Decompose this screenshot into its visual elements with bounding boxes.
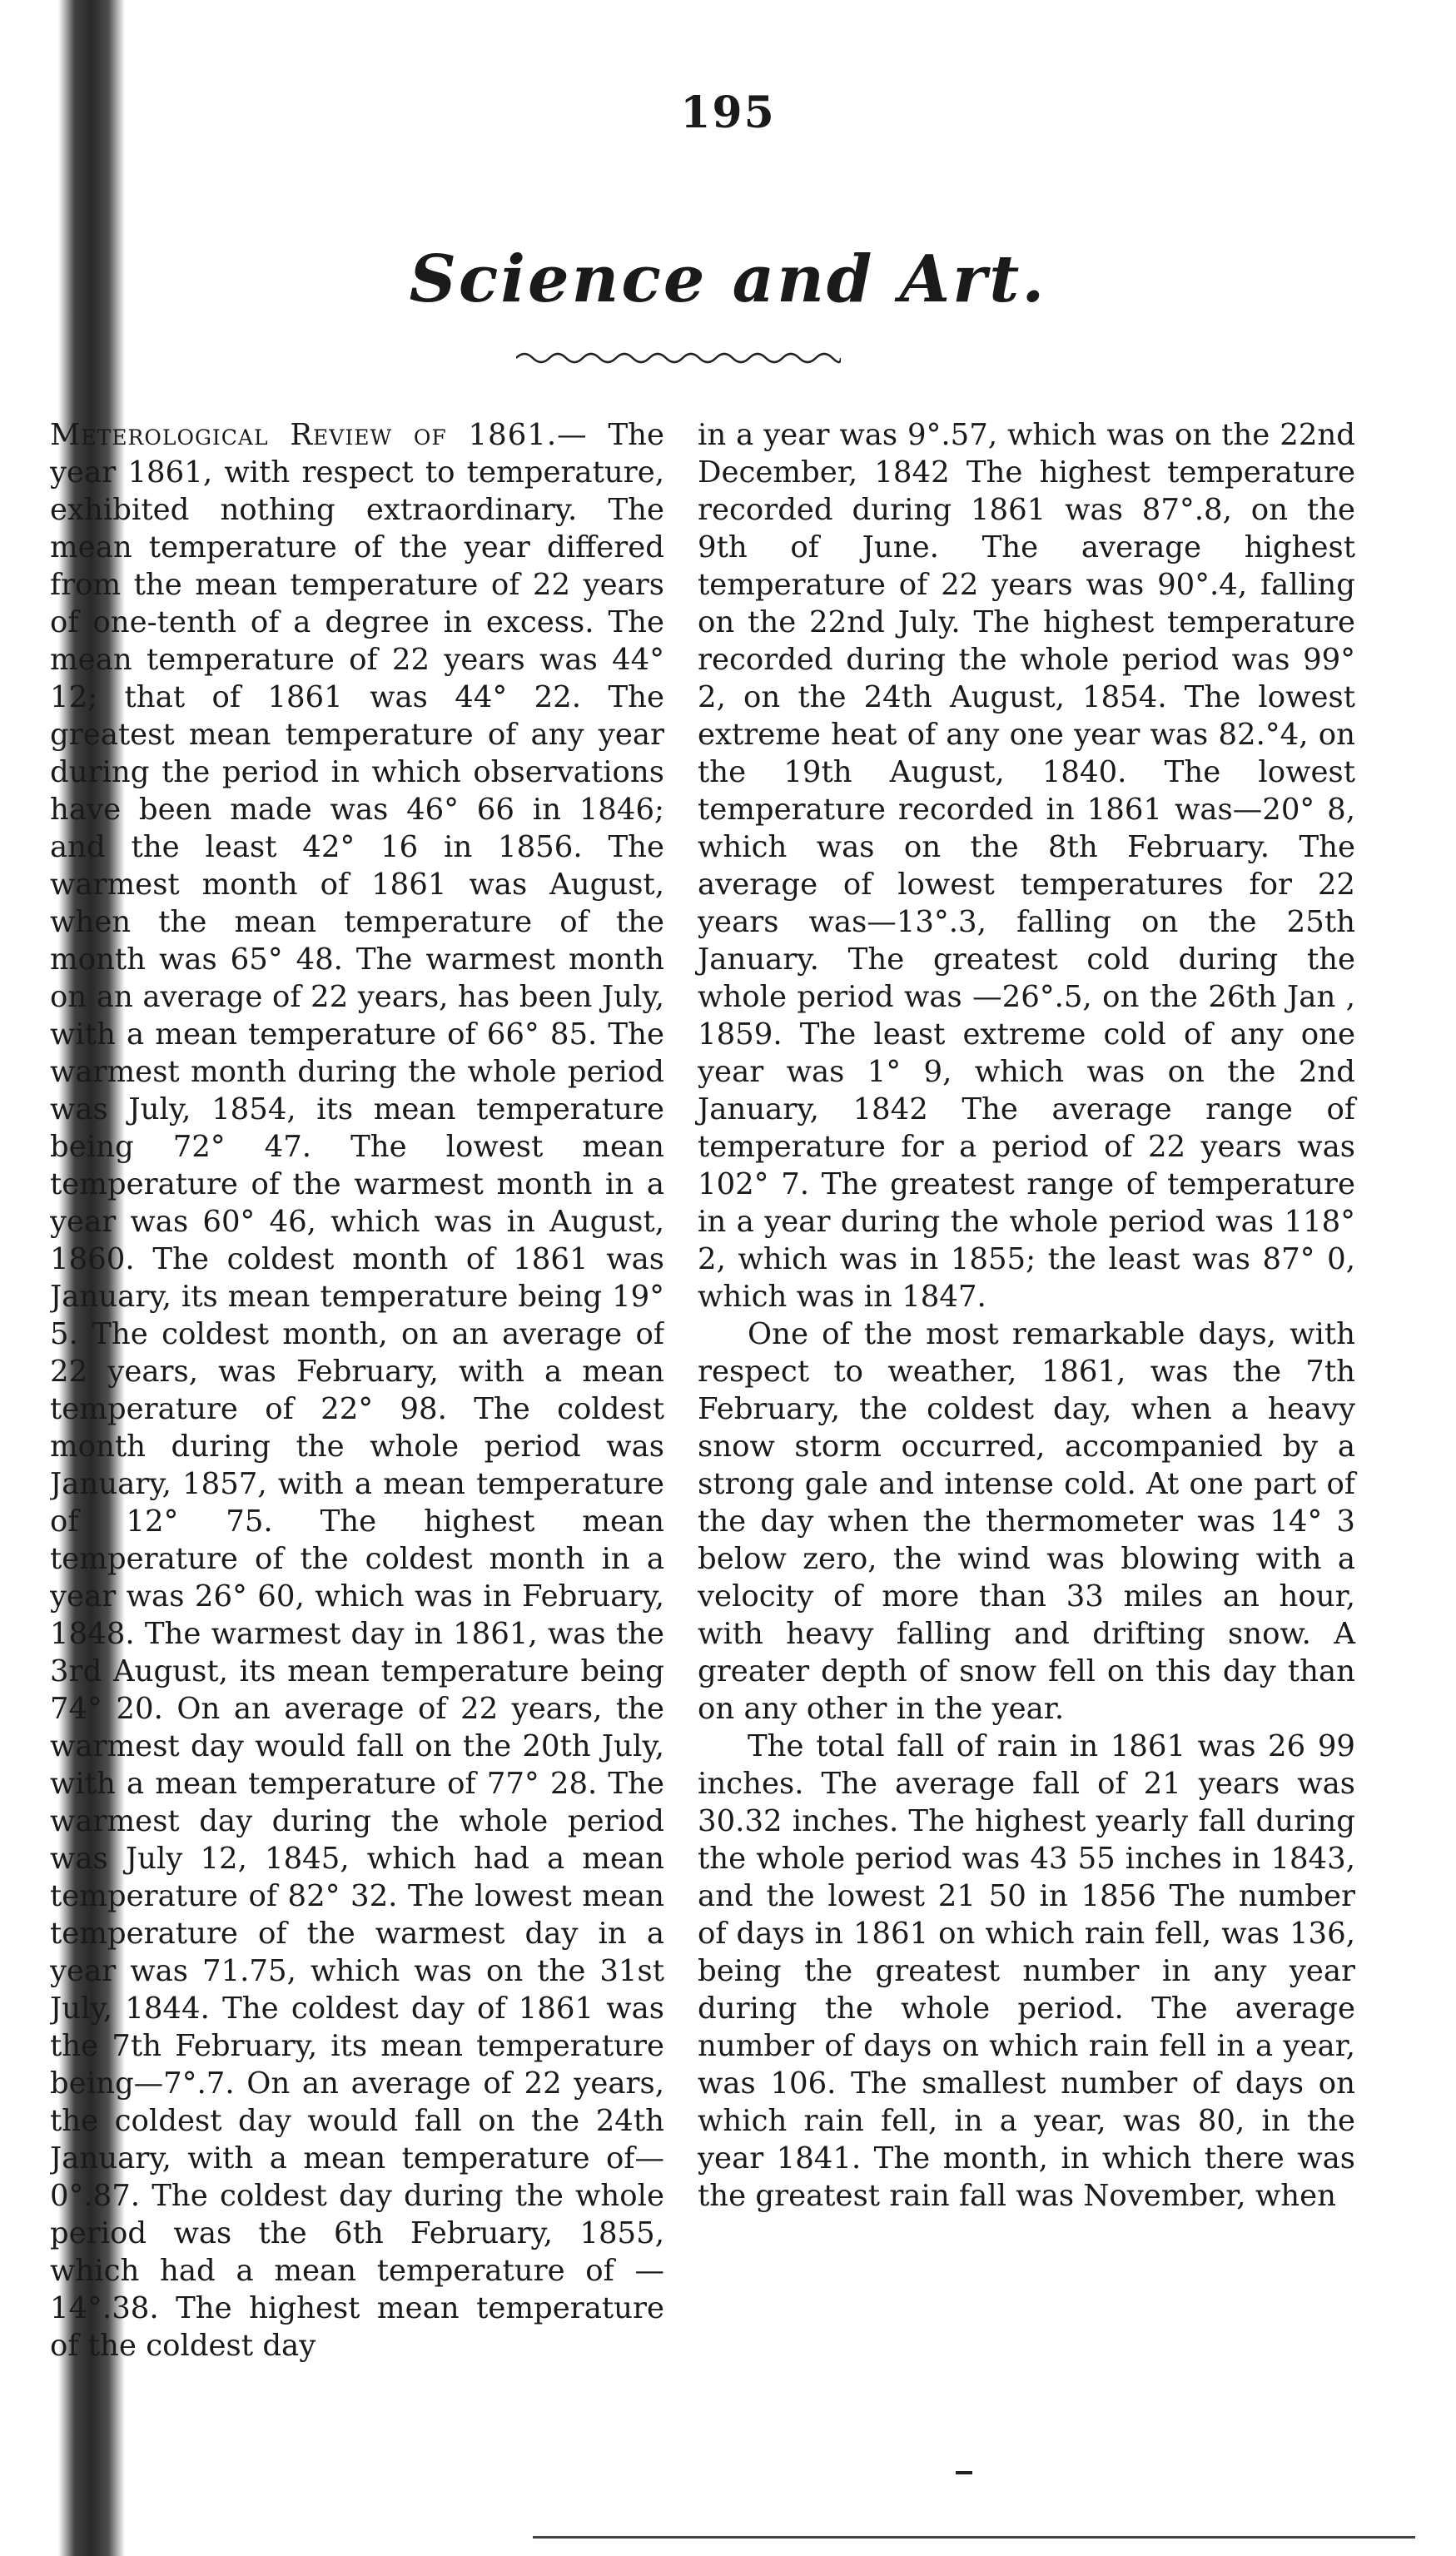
left-paragraph (50, 416, 664, 2365)
right-paragraph-1: in a year was 9°.57, which was on the 22nd December, 1842 The highest temperature recorded during 1861 was 87°.8, on the 9th of June. The average highest temperature of 22 years was 90°.4, falling on the 22nd July. The highest temperature recorded during the whole period was 99° 2, on the 24th August, 1854. The lowest extreme heat of any one year was 82.°4, on the 19th August, 1840. The lowest temperature recorded in 1861 was—20° 8, which was on the 8th February. The average of lowest temperatures for 22 years was—13°.3, falling on the 25th January. The greatest cold during the whole period was —26°.5, on the 26th Jan , 1859. The least extreme cold of any one year was 1° 9, which was on the 2nd January, 1842 The average range of temperature for a period of 22 years was 102° 7. The greatest range of temperature in a year during the whole period was 118° 2, which was in 1855; the least was 87° 0, which was in 1847. (698, 418, 1355, 1314)
page-number: 195 (680, 87, 776, 138)
section-title: Science and Art. (409, 241, 1047, 317)
left-paragraph-text: The year 1861, with respect to temperature, exhibited nothing extraordinary. The mean temperature of the year differed from the mean temperature of 22 years of one-tenth of a degree in excess. The mean temperature of 22 years was 44° 12; that of 1861 was 44° 22. The greatest mean temperature of any year during the period in which observations have been made was 46° 66 in 1846; and the least 42° 16 in 1856. The warmest month of 1861 was August, when the mean temperature of the month was 65° 48. The warmest month on an average of 22 years, has been July, with a mean temperature of 66° 85. The warmest month during the whole period was July, 1854, its mean temperature being 72° 47. The lowest mean temperature of the warmest month in a year was 60° 46, which was in August, 1860. The coldest month of 1861 was January, its mean temperature being 19° 5. The coldest month, on an average of 22 years, was February, with a mean temperature of 22° 98. The coldest month during the whole period was January, 1857, with a mean temperature of 12° 75. The highest mean temperature of the coldest month in a year was 26° 60, which was in February, 1848. The warmest day in 1861, was the 3rd August, its mean temperature being 74° 20. On an average of 22 years, the warmest day would fall on the 20th July, with a mean temperature of 77° 28. The warmest day during the whole period was July 12, 1845, which had a mean temperature of 82° 32. The lowest mean temperature of the warmest day in a year was 71.75, which was on the 31st July, 1844. The coldest day of 1861 was the 7th February, its mean temperature being—7°.7. On an average of 22 years, the coldest day would fall on the 24th January, with a mean temperature of—0°.87. The coldest day during the whole period was the 6th February, 1855, which had a mean temperature of — 14°.38. The highest mean temperature of the coldest day (50, 418, 664, 2363)
bottom-rule (533, 2536, 1415, 2539)
right-column (698, 416, 1355, 2215)
right-paragraph-2: One of the most remarkable days, with respect to weather, 1861, was the 7th February, the coldest day, when a heavy snow storm occurred, accompanied by a strong gale and intense cold. At one part of the day when the thermometer was 14° 3 below zero, the wind was blowing with a velocity of more than 33 miles an hour, with heavy falling and drifting snow. A greater depth of snow fell on this day than on any other in the year. (698, 1317, 1355, 1726)
decorative-wavy-rule (516, 348, 841, 368)
right-paragraph-3: The total fall of rain in 1861 was 26 99 inches. The average fall of 21 years was 30.32 inches. The highest yearly fall during the whole period was 43 55 inches in 1843, and the lowest 21 50 in 1856 The number of days in 1861 on which rain fell, was 136, being the greatest number in any year during the whole period. The average number of days on which rain fell in a year, was 106. The smallest number of days on which rain fell, in a year, was 80, in the year 1841. The month, in which there was the greatest rain fall was November, when (698, 1729, 1355, 2213)
printer-mark (956, 2471, 972, 2474)
article-heading: Meterological Review of 1861.— (50, 418, 588, 452)
left-column (50, 416, 664, 2365)
